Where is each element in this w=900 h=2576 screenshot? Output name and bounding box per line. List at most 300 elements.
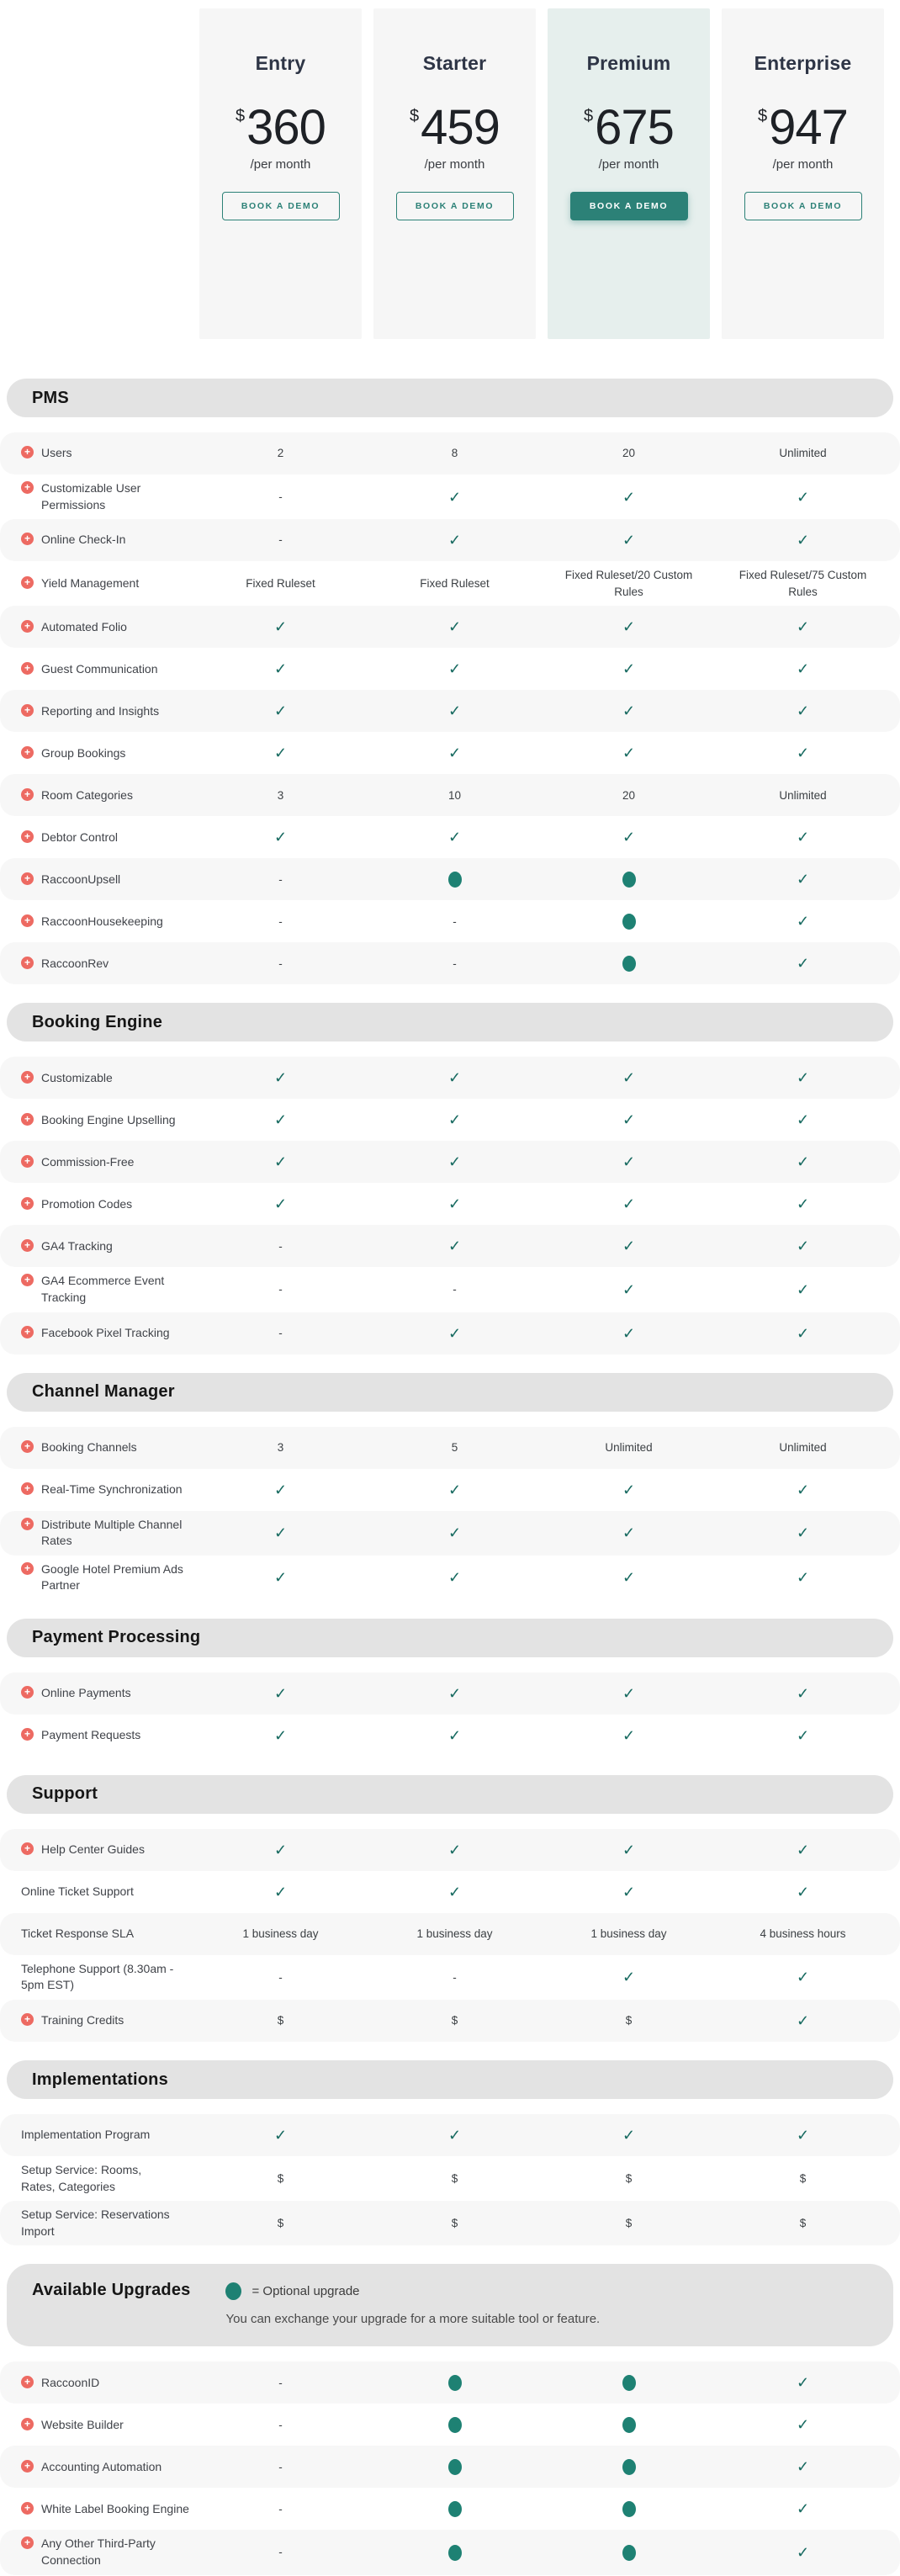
check-icon: ✓ — [447, 618, 462, 636]
check-icon: ✓ — [622, 1238, 636, 1255]
value-cell — [716, 1969, 890, 1985]
feature-label-cell — [0, 703, 193, 720]
price-amount: 360 — [246, 100, 326, 155]
value-cell — [193, 2012, 368, 2029]
value-cell — [716, 1112, 890, 1127]
value-cell — [193, 914, 368, 930]
optional-upgrade-dot-icon — [622, 914, 636, 930]
value-cell — [542, 1728, 716, 1743]
info-plus-icon[interactable]: + — [21, 704, 34, 717]
value-cell — [368, 1281, 542, 1298]
feature-row — [0, 2000, 900, 2042]
optional-upgrade-dot-icon — [622, 2459, 636, 2475]
check-icon: ✓ — [447, 1524, 462, 1542]
feature-row — [0, 519, 900, 561]
info-plus-icon[interactable]: + — [21, 1155, 34, 1168]
info-plus-icon[interactable]: + — [21, 1482, 34, 1495]
value-cell — [368, 2501, 542, 2517]
value-text: - — [278, 533, 283, 547]
info-plus-icon[interactable]: + — [21, 1326, 34, 1338]
feature-label: RaccoonHousekeeping — [41, 914, 163, 928]
value-text: Unlimited — [779, 1440, 827, 1454]
info-plus-icon[interactable]: + — [21, 957, 34, 969]
check-icon: ✓ — [622, 702, 636, 720]
check-icon: ✓ — [796, 1684, 810, 1702]
info-plus-icon[interactable]: + — [21, 446, 34, 458]
value-cell — [542, 1686, 716, 1701]
value-cell — [193, 1482, 368, 1497]
info-plus-icon[interactable]: + — [21, 1113, 34, 1126]
info-plus-icon[interactable]: + — [21, 576, 34, 589]
check-icon: ✓ — [273, 829, 288, 846]
value-cell — [368, 745, 542, 761]
value-cell — [368, 1154, 542, 1169]
feature-row — [0, 1141, 900, 1183]
value-cell — [716, 1196, 890, 1211]
info-plus-icon[interactable]: + — [21, 1071, 34, 1084]
feature-label-cell — [0, 1154, 193, 1171]
feature-label-cell — [0, 956, 193, 973]
optional-upgrade-dot-icon — [448, 2459, 462, 2475]
value-text: Fixed Ruleset/20 Custom Rules — [564, 569, 693, 598]
info-plus-icon[interactable]: + — [21, 662, 34, 675]
check-icon: ✓ — [622, 532, 636, 549]
value-cell — [716, 2171, 890, 2187]
value-cell — [542, 1570, 716, 1585]
value-cell — [716, 445, 890, 462]
check-icon: ✓ — [447, 1841, 462, 1858]
feature-label: Online Ticket Support — [21, 1884, 134, 1899]
check-icon: ✓ — [622, 2127, 636, 2144]
feature-label-cell — [0, 2012, 193, 2029]
feature-label-cell — [0, 2417, 193, 2434]
value-cell — [716, 1884, 890, 1900]
feature-row — [0, 474, 900, 519]
check-icon: ✓ — [796, 702, 810, 720]
feature-label-cell — [0, 1517, 193, 1550]
legend-note: You can exchange your upgrade for a more suitable tool or feature. — [225, 2312, 601, 2327]
feature-label-cell — [0, 1685, 193, 1702]
value-cell — [368, 1884, 542, 1900]
value-cell — [368, 1842, 542, 1858]
check-icon: ✓ — [273, 702, 288, 720]
check-icon: ✓ — [622, 1569, 636, 1587]
value-cell — [193, 787, 368, 804]
check-icon: ✓ — [273, 1726, 288, 1744]
feature-row — [0, 2361, 900, 2404]
info-plus-icon[interactable]: + — [21, 788, 34, 801]
info-plus-icon[interactable]: + — [21, 2460, 34, 2473]
value-cell — [542, 2501, 716, 2517]
value-text: 8 — [451, 447, 458, 460]
check-icon: ✓ — [273, 2127, 288, 2144]
value-cell — [716, 1282, 890, 1297]
value-cell — [542, 1238, 716, 1254]
value-cell — [542, 830, 716, 845]
feature-label: Promotion Codes — [41, 1196, 133, 1211]
value-cell — [542, 445, 716, 462]
check-icon: ✓ — [796, 1111, 810, 1129]
value-cell — [193, 872, 368, 888]
feature-label: Group Bookings — [41, 745, 126, 760]
value-cell — [193, 2375, 368, 2392]
pricing-header — [0, 0, 900, 339]
feature-label-cell — [0, 445, 193, 462]
price-currency: $ — [236, 107, 246, 125]
value-cell — [368, 872, 542, 888]
feature-label-cell — [0, 2501, 193, 2518]
value-cell — [716, 1842, 890, 1858]
feature-row — [0, 1312, 900, 1354]
info-plus-icon[interactable]: + — [21, 2418, 34, 2430]
section-header — [7, 2060, 893, 2099]
feature-label: Telephone Support (8.30am - 5pm EST) — [21, 1961, 174, 1992]
value-cell — [193, 575, 368, 592]
book-demo-button[interactable]: BOOK A DEMO — [222, 192, 340, 220]
value-cell — [368, 1326, 542, 1341]
value-cell — [716, 745, 890, 761]
price-currency: $ — [584, 107, 594, 125]
value-cell — [193, 2128, 368, 2143]
value-cell — [542, 2171, 716, 2187]
value-text: $ — [625, 2217, 633, 2230]
feature-row — [0, 1057, 900, 1099]
book-demo-button[interactable]: BOOK A DEMO — [570, 192, 688, 220]
value-text: 20 — [622, 788, 636, 802]
check-icon: ✓ — [622, 1324, 636, 1342]
check-icon: ✓ — [447, 1069, 462, 1087]
feature-label: Distribute Multiple Channel Rates — [41, 1517, 183, 1548]
check-icon: ✓ — [447, 660, 462, 678]
value-cell — [542, 703, 716, 718]
value-cell — [368, 1686, 542, 1701]
book-demo-button[interactable]: BOOK A DEMO — [396, 192, 514, 220]
info-plus-icon[interactable]: + — [21, 1842, 34, 1855]
feature-label-cell — [0, 872, 193, 888]
feature-label: Facebook Pixel Tracking — [41, 1325, 170, 1339]
value-cell — [542, 956, 716, 972]
info-plus-icon[interactable]: + — [21, 1686, 34, 1699]
info-plus-icon[interactable]: + — [21, 481, 34, 494]
value-text: $ — [625, 2171, 633, 2185]
feature-label: Google Hotel Premium Ads Partner — [41, 1561, 183, 1593]
value-cell — [193, 830, 368, 845]
value-cell — [368, 2545, 542, 2561]
value-cell — [716, 1070, 890, 1085]
feature-row — [0, 816, 900, 858]
value-text: - — [278, 490, 283, 503]
check-icon: ✓ — [273, 1684, 288, 1702]
feature-row — [0, 1469, 900, 1511]
value-text: 5 — [451, 1440, 458, 1454]
value-cell — [193, 1842, 368, 1858]
info-plus-icon[interactable]: + — [21, 2013, 34, 2026]
value-text: $ — [799, 2217, 807, 2230]
feature-label-cell — [0, 1561, 193, 1594]
check-icon: ✓ — [447, 1883, 462, 1900]
check-icon: ✓ — [796, 1324, 810, 1342]
plan-name: Starter — [422, 52, 487, 74]
price-currency: $ — [758, 107, 768, 125]
feature-label: Implementation Program — [21, 2128, 151, 2142]
feature-label-cell — [0, 1884, 193, 1900]
value-cell — [542, 661, 716, 676]
feature-label-cell — [0, 1842, 193, 1858]
feature-label: Training Credits — [41, 2013, 124, 2027]
info-plus-icon[interactable]: + — [21, 914, 34, 927]
section-header — [7, 2264, 893, 2346]
value-text: - — [453, 957, 457, 970]
info-plus-icon[interactable]: + — [21, 2376, 34, 2388]
check-icon: ✓ — [622, 1883, 636, 1900]
check-icon: ✓ — [273, 1569, 288, 1587]
value-cell — [368, 1238, 542, 1254]
plan-price — [373, 100, 536, 155]
info-plus-icon[interactable]: + — [21, 1440, 34, 1453]
section-title: Payment Processing — [32, 1628, 201, 1647]
value-cell — [193, 1070, 368, 1085]
check-icon: ✓ — [447, 532, 462, 549]
value-cell — [368, 956, 542, 973]
check-icon: ✓ — [796, 1883, 810, 1900]
feature-label: Users — [41, 446, 72, 460]
check-icon: ✓ — [447, 745, 462, 762]
check-icon: ✓ — [796, 2544, 810, 2562]
value-text: Unlimited — [779, 447, 827, 460]
value-cell — [716, 2545, 890, 2560]
feature-label-cell — [0, 2127, 193, 2144]
value-cell — [368, 2215, 542, 2232]
value-cell — [542, 1439, 716, 1456]
check-icon: ✓ — [273, 618, 288, 636]
feature-label: Automated Folio — [41, 619, 127, 633]
check-icon: ✓ — [796, 488, 810, 506]
value-text: $ — [277, 2014, 284, 2027]
value-cell — [716, 533, 890, 548]
value-cell — [542, 1525, 716, 1540]
feature-label: RaccoonUpsell — [41, 872, 121, 886]
feature-label-cell — [0, 1926, 193, 1943]
check-icon: ✓ — [622, 1153, 636, 1171]
value-cell — [716, 2459, 890, 2474]
info-plus-icon[interactable]: + — [21, 620, 34, 633]
value-cell — [368, 1482, 542, 1497]
info-plus-icon[interactable]: + — [21, 1728, 34, 1741]
info-plus-icon[interactable]: + — [21, 830, 34, 843]
section-title: Channel Manager — [32, 1382, 175, 1401]
value-cell — [716, 2417, 890, 2432]
feature-label: Room Categories — [41, 787, 133, 802]
feature-label: Real-Time Synchronization — [41, 1481, 183, 1496]
feature-label-cell — [0, 1439, 193, 1456]
plan-name: Enterprise — [754, 52, 852, 74]
check-icon: ✓ — [796, 2500, 810, 2518]
info-plus-icon[interactable]: + — [21, 2536, 34, 2549]
value-text: 1 business day — [590, 1927, 667, 1941]
value-cell — [542, 533, 716, 548]
value-text: - — [278, 914, 283, 928]
value-cell — [193, 1926, 368, 1943]
value-cell — [542, 1926, 716, 1943]
check-icon: ✓ — [796, 2127, 810, 2144]
value-text: - — [278, 2502, 283, 2515]
plan-price — [199, 100, 362, 155]
value-cell — [716, 490, 890, 505]
value-cell — [193, 489, 368, 506]
value-text: 4 business hours — [760, 1927, 846, 1941]
value-text: 1 business day — [242, 1927, 319, 1941]
feature-label: Guest Communication — [41, 661, 158, 676]
price-period: /per month — [772, 157, 834, 172]
feature-label: GA4 Ecommerce Event Tracking — [41, 1274, 165, 1304]
feature-label: Setup Service: Rooms, Rates, Categories — [21, 2163, 142, 2193]
check-icon: ✓ — [796, 1069, 810, 1087]
info-plus-icon[interactable]: + — [21, 1518, 34, 1530]
value-cell — [716, 2501, 890, 2516]
info-plus-icon[interactable]: + — [21, 746, 34, 759]
value-cell — [542, 914, 716, 930]
plan-price — [548, 100, 710, 155]
value-cell — [193, 1154, 368, 1169]
check-icon: ✓ — [622, 1726, 636, 1744]
info-plus-icon[interactable]: + — [21, 872, 34, 885]
check-icon: ✓ — [273, 1481, 288, 1498]
feature-label-cell — [0, 2162, 193, 2195]
info-plus-icon[interactable]: + — [21, 1197, 34, 1210]
value-cell — [716, 619, 890, 634]
value-text: - — [278, 872, 283, 886]
value-cell — [193, 2544, 368, 2561]
value-cell — [193, 1686, 368, 1701]
optional-upgrade-dot-icon — [225, 2282, 241, 2300]
value-cell — [716, 1926, 890, 1943]
check-icon: ✓ — [622, 1684, 636, 1702]
check-icon: ✓ — [796, 1481, 810, 1498]
check-icon: ✓ — [447, 1324, 462, 1342]
plan-card — [548, 8, 710, 339]
value-cell — [368, 2128, 542, 2143]
section-header — [7, 1373, 893, 1412]
feature-label-cell — [0, 480, 193, 513]
check-icon: ✓ — [273, 1069, 288, 1087]
value-cell — [542, 1969, 716, 1985]
feature-label-cell — [0, 1727, 193, 1744]
feature-label: Accounting Automation — [41, 2459, 162, 2473]
section-title: Implementations — [32, 2070, 168, 2089]
optional-upgrade-dot-icon — [622, 2501, 636, 2517]
optional-upgrade-dot-icon — [622, 956, 636, 972]
value-cell — [193, 1969, 368, 1986]
value-cell — [716, 1154, 890, 1169]
check-icon: ✓ — [622, 1841, 636, 1858]
feature-row — [0, 1672, 900, 1715]
check-icon: ✓ — [796, 1280, 810, 1298]
value-cell — [716, 1570, 890, 1585]
value-cell — [716, 2128, 890, 2143]
value-cell — [716, 1326, 890, 1341]
price-period: /per month — [598, 157, 659, 172]
check-icon: ✓ — [622, 1969, 636, 1986]
feature-label-cell — [0, 661, 193, 678]
value-cell — [542, 1842, 716, 1858]
optional-upgrade-dot-icon — [448, 2375, 462, 2391]
value-cell — [368, 619, 542, 634]
value-text: - — [453, 1970, 457, 1984]
feature-label-cell — [0, 745, 193, 762]
value-text: Fixed Ruleset — [420, 576, 490, 590]
value-cell — [368, 914, 542, 930]
value-cell — [542, 745, 716, 761]
value-cell — [368, 1969, 542, 1986]
check-icon: ✓ — [622, 1195, 636, 1213]
check-icon: ✓ — [447, 1238, 462, 1255]
value-cell — [193, 2171, 368, 2187]
value-text: Fixed Ruleset/75 Custom Rules — [739, 569, 867, 598]
plan-card — [373, 8, 536, 339]
info-plus-icon[interactable]: + — [21, 1239, 34, 1252]
feature-row — [0, 1871, 900, 1913]
feature-label: Online Payments — [41, 1686, 131, 1700]
value-cell — [193, 1439, 368, 1456]
value-cell — [368, 787, 542, 804]
info-plus-icon[interactable]: + — [21, 2502, 34, 2515]
value-text: Unlimited — [779, 788, 827, 802]
section-header — [7, 1775, 893, 1814]
feature-label: Customizable User Permissions — [41, 481, 141, 511]
value-cell — [542, 1326, 716, 1341]
feature-label-cell — [0, 619, 193, 636]
check-icon: ✓ — [796, 1841, 810, 1858]
value-cell — [542, 787, 716, 804]
check-icon: ✓ — [796, 660, 810, 678]
value-cell — [542, 2012, 716, 2029]
book-demo-button[interactable]: BOOK A DEMO — [744, 192, 862, 220]
value-cell — [193, 745, 368, 761]
feature-label-cell — [0, 1238, 193, 1255]
plan-name: Premium — [586, 52, 671, 74]
value-cell — [542, 872, 716, 888]
feature-row — [0, 2201, 900, 2245]
value-cell — [193, 2215, 368, 2232]
value-text: - — [278, 2546, 283, 2559]
info-plus-icon[interactable]: + — [21, 533, 34, 545]
check-icon: ✓ — [622, 829, 636, 846]
check-icon: ✓ — [447, 1726, 462, 1744]
check-icon: ✓ — [796, 1524, 810, 1542]
value-cell — [542, 2128, 716, 2143]
check-icon: ✓ — [447, 829, 462, 846]
value-cell — [193, 661, 368, 676]
header-spacer — [0, 8, 193, 339]
feature-row — [0, 1225, 900, 1267]
feature-row — [0, 561, 900, 606]
check-icon: ✓ — [622, 660, 636, 678]
value-cell — [193, 1570, 368, 1585]
optional-upgrade-dot-icon — [448, 2417, 462, 2433]
info-plus-icon[interactable]: + — [21, 1274, 34, 1286]
info-plus-icon[interactable]: + — [21, 1562, 34, 1575]
value-text: - — [278, 2460, 283, 2473]
check-icon: ✓ — [622, 618, 636, 636]
value-cell — [716, 956, 890, 971]
feature-label: Debtor Control — [41, 830, 119, 844]
feature-label-cell — [0, 1325, 193, 1342]
feature-label: Booking Engine Upselling — [41, 1112, 176, 1126]
check-icon: ✓ — [796, 1238, 810, 1255]
feature-label: Website Builder — [41, 2417, 124, 2431]
value-cell — [542, 2375, 716, 2391]
section-header — [7, 1619, 893, 1657]
